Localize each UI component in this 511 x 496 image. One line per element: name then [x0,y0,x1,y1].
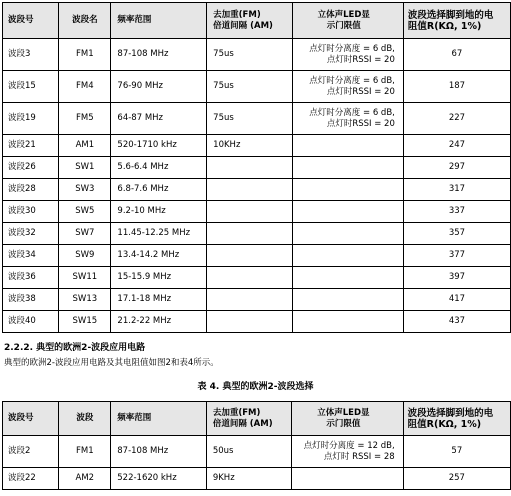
deemphasis-cell-text: 50us [212,446,234,456]
frequency-cell [111,71,207,103]
band-name-cell [59,223,111,245]
band-no-cell [3,71,59,103]
stereo-led-cell-text: 点灯时 RSSI = 28 [323,451,395,462]
stereo-led-cell-text: 点灯时RSSI = 20 [326,86,395,97]
resistor-cell-text: 337 [448,206,466,216]
table-row [3,436,511,468]
resistor-cell [403,223,510,245]
frequency-cell-text: 17.1-18 MHz [117,294,172,304]
frequency-cell-text: 87-108 MHz [117,49,169,59]
band-no-cell-text: 波段2 [8,446,31,456]
band-no-cell [3,39,59,71]
deemphasis-cell [207,135,292,157]
deemphasis-cell [207,201,292,223]
resistor-cell-text: 357 [448,228,466,238]
band-name-cell [59,135,111,157]
band-no-cell-text: 波段34 [8,250,36,260]
deemphasis-cell [207,179,292,201]
band-no-cell-text: 波段22 [8,473,36,483]
frequency-cell-text: 9.2-10 MHz [117,206,166,216]
resistor-cell-text: 417 [448,294,466,304]
table-row [3,179,511,201]
resistor-cell [403,39,510,71]
stereo-led-cell-text: 点灯时RSSI = 20 [326,118,395,129]
band-no-cell [3,245,59,267]
frequency-cell-text: 87-108 MHz [117,446,169,456]
header-resistor-text: 阻值R(KΩ, 1%) [407,20,482,32]
band-no-cell [3,223,59,245]
stereo-led-cell [292,223,403,245]
header-band-no-text: 波段号 [8,413,34,423]
deemphasis-cell [207,157,292,179]
header-band-name [59,402,111,436]
deemphasis-cell [207,245,292,267]
header-row [3,3,511,39]
header-deemphasis-text: 倍道间隔 (AM) [213,20,273,31]
band-name-cell [59,289,111,311]
stereo-led-cell [292,245,403,267]
band-name-cell-text: SW1 [75,162,95,172]
band-no-cell [3,179,59,201]
stereo-led-cell [292,179,403,201]
frequency-cell [111,311,207,333]
stereo-led-cell [292,103,403,135]
band-no-cell [3,311,59,333]
table-caption: 表 4. 典型的欧洲2-波段选择 [197,382,314,392]
frequency-cell [111,135,207,157]
resistor-cell [403,71,510,103]
header-stereo-led-text: 示门限值 [326,20,361,31]
resistor-cell-text: 397 [448,272,466,282]
header-stereo-led-text: 示门限值 [326,418,361,429]
header-deemphasis [206,402,291,436]
stereo-led-cell [292,39,403,71]
deemphasis-cell-text: 10KHz [213,140,241,150]
section-title: 2.2.2. 典型的欧洲2-波段应用电路 [4,343,146,353]
stereo-led-cell [292,311,403,333]
table-row [3,201,511,223]
resistor-cell-text: 57 [451,446,463,456]
band-name-cell-text: SW11 [72,272,98,282]
table-row [3,71,511,103]
deemphasis-cell [207,39,292,71]
frequency-cell-text: 11.45-12.25 MHz [117,228,191,238]
header-resistor [403,3,510,39]
band-no-cell [3,157,59,179]
frequency-cell [111,267,207,289]
frequency-cell-text: 6.8-7.6 MHz [117,184,169,194]
resistor-cell [403,245,510,267]
frequency-cell [111,103,207,135]
band-no-cell [3,436,59,468]
table-row [3,468,511,490]
band-name-cell-text: AM1 [75,140,95,150]
header-band-name-text: 波段名 [72,15,98,25]
frequency-cell-text: 64-87 MHz [117,113,164,123]
table-row [3,311,511,333]
band-table-1-body [3,3,511,333]
resistor-cell [403,157,510,179]
resistor-cell-text: 437 [448,316,466,326]
deemphasis-cell [207,311,292,333]
band-table-2 [2,401,511,490]
frequency-cell [111,39,207,71]
band-no-cell-text: 波段36 [8,272,36,282]
header-band-no [3,402,59,436]
band-no-cell-text: 波段40 [8,316,36,326]
header-frequency-text: 频率范围 [117,15,152,25]
resistor-cell [403,289,510,311]
header-resistor-text: 波段选择脚到地的电 [407,9,494,21]
band-no-cell-text: 波段19 [8,113,36,123]
frequency-cell [111,201,207,223]
band-no-cell-text: 波段3 [8,49,31,59]
resistor-cell [403,135,510,157]
frequency-cell [111,289,207,311]
stereo-led-cell-text: 点灯时分离度 = 6 dB, [309,43,395,54]
deemphasis-cell-text: 9KHz [212,473,235,483]
band-no-cell-text: 波段32 [8,228,36,238]
resistor-cell [403,201,510,223]
header-frequency [111,402,207,436]
band-name-cell-text: SW13 [72,294,98,304]
resistor-cell-text: 227 [448,113,466,123]
header-resistor-text: 波段选择脚到地的电 [407,407,494,419]
table-row [3,135,511,157]
stereo-led-cell [292,71,403,103]
band-no-cell-text: 波段21 [8,140,36,150]
deemphasis-cell [206,468,291,490]
band-name-cell-text: SW7 [75,228,95,238]
band-name-cell [59,245,111,267]
frequency-cell [111,436,207,468]
resistor-cell [403,468,510,490]
band-name-cell-text: SW5 [75,206,95,216]
frequency-cell-text: 520-1710 kHz [117,140,177,150]
stereo-led-cell [292,135,403,157]
resistor-cell-text: 67 [451,49,463,59]
frequency-cell-text: 13.4-14.2 MHz [117,250,180,260]
deemphasis-cell [207,103,292,135]
stereo-led-cell-text: 点灯时分离度 = 6 dB, [309,107,395,118]
frequency-cell-text: 21.2-22 MHz [117,316,172,326]
deemphasis-cell [207,223,292,245]
frequency-cell-text: 76-90 MHz [117,81,164,91]
frequency-cell [111,157,207,179]
band-name-cell [59,103,111,135]
header-resistor-text: 阻值R(KΩ, 1%) [407,418,482,430]
header-resistor [403,402,510,436]
band-no-cell [3,201,59,223]
deemphasis-cell-text: 75us [213,49,234,59]
stereo-led-cell [292,468,404,490]
band-no-cell [3,468,59,490]
header-band-name-text: 波段 [76,413,94,423]
stereo-led-cell [292,201,403,223]
frequency-cell [111,179,207,201]
band-no-cell [3,135,59,157]
resistor-cell [403,103,510,135]
deemphasis-cell [206,436,291,468]
header-band-no-text: 波段号 [8,15,34,25]
header-stereo-led-text: 立体声LED显 [317,407,370,418]
band-name-cell [59,179,111,201]
band-name-cell-text: AM2 [75,473,95,483]
band-name-cell [59,201,111,223]
frequency-cell-text: 15-15.9 MHz [117,272,172,282]
resistor-cell-text: 257 [448,473,465,483]
header-band-no [3,3,59,39]
stereo-led-cell [292,289,403,311]
resistor-cell [403,267,510,289]
frequency-cell [111,468,207,490]
band-no-cell-text: 波段28 [8,184,36,194]
band-no-cell-text: 波段30 [8,206,36,216]
band-no-cell [3,267,59,289]
header-stereo-led [292,3,403,39]
resistor-cell-text: 317 [448,184,466,194]
band-name-cell [59,71,111,103]
band-no-cell-text: 波段38 [8,294,36,304]
band-no-cell-text: 波段26 [8,162,36,172]
deemphasis-cell [207,289,292,311]
band-name-cell-text: FM1 [76,446,94,456]
band-table-1 [2,2,511,333]
table-row [3,223,511,245]
band-name-cell-text: SW3 [75,184,95,194]
deemphasis-cell-text: 75us [213,113,234,123]
band-name-cell [59,436,111,468]
deemphasis-cell [207,267,292,289]
header-deemphasis-text: 倍道间隔 (AM) [212,418,273,429]
deemphasis-cell [207,71,292,103]
stereo-led-cell-text: 点灯时分离度 = 6 dB, [309,75,395,86]
resistor-cell [403,311,510,333]
stereo-led-cell [292,267,403,289]
table-row [3,103,511,135]
band-name-cell-text: SW15 [72,316,98,326]
band-name-cell [59,267,111,289]
stereo-led-cell-text: 点灯时分离度 = 12 dB, [303,440,395,451]
header-deemphasis-text: 去加重(FM) [212,407,261,418]
band-name-cell [59,157,111,179]
frequency-cell-text: 5.6-6.4 MHz [117,162,169,172]
table-row [3,39,511,71]
band-name-cell-text: FM5 [76,113,94,123]
band-name-cell-text: FM1 [76,49,94,59]
stereo-led-cell-text: 点灯时RSSI = 20 [326,54,395,65]
table-row [3,245,511,267]
band-name-cell-text: FM4 [76,81,94,91]
header-row [3,402,511,436]
header-band-name [59,3,111,39]
header-stereo-led [292,402,404,436]
header-frequency-text: 频率范围 [117,413,152,423]
header-deemphasis-text: 去加重(FM) [213,9,261,20]
header-deemphasis [207,3,292,39]
table-row [3,267,511,289]
frequency-cell [111,223,207,245]
band-name-cell [59,311,111,333]
band-name-cell [59,39,111,71]
table-row [3,289,511,311]
table-row [3,157,511,179]
band-no-cell [3,289,59,311]
header-frequency [111,3,207,39]
frequency-cell-text: 522-1620 kHz [117,473,177,483]
header-stereo-led-text: 立体声LED显 [317,9,370,20]
band-name-cell-text: SW9 [75,250,95,260]
section-description: 典型的欧洲2-波段应用电路及其电阻值如图2和表4所示。 [4,358,219,368]
resistor-cell [403,436,510,468]
stereo-led-cell [292,436,404,468]
resistor-cell-text: 297 [448,162,466,172]
resistor-cell-text: 187 [448,81,466,91]
resistor-cell-text: 377 [448,250,466,260]
resistor-cell-text: 247 [448,140,466,150]
resistor-cell [403,179,510,201]
frequency-cell [111,245,207,267]
band-table-2-body [3,402,511,490]
band-no-cell [3,103,59,135]
deemphasis-cell-text: 75us [213,81,234,91]
band-no-cell-text: 波段15 [8,81,36,91]
band-name-cell [59,468,111,490]
stereo-led-cell [292,157,403,179]
